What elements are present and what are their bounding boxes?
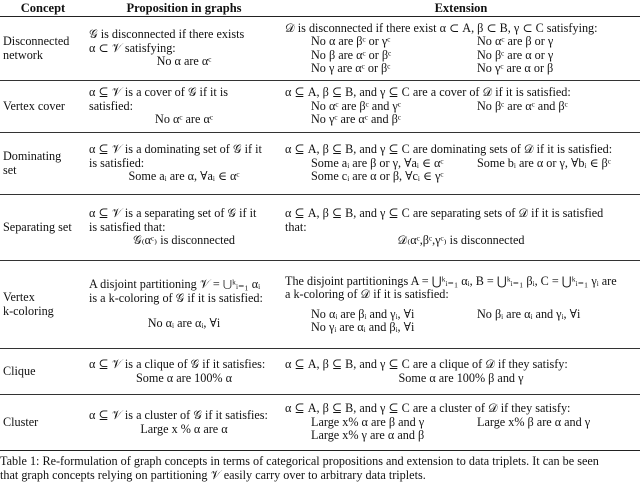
extension-statement: No γ are αᶜ or βᶜ xyxy=(311,61,391,75)
proposition-cell xyxy=(86,349,282,395)
extension-statement: Large x% α are β and γ xyxy=(311,414,425,429)
table-row xyxy=(0,349,640,395)
proposition-intro: α ⊆ 𝒱 is a dominating set of 𝒢 if it xyxy=(89,142,262,157)
proposition-statement: Some α are 100% α xyxy=(135,370,233,385)
proposition-intro: is a k-coloring of 𝒢 if it is satisfied: xyxy=(89,290,263,305)
extension-intro: a k-coloring of 𝒟 if it is satisfied: xyxy=(285,287,449,301)
extension-statement: Some cᵢ are α or β, ∀cᵢ ∈ γᶜ xyxy=(311,169,444,184)
extension-cell xyxy=(282,195,640,261)
extension-statement: No β are αᶜ or βᶜ xyxy=(311,47,392,62)
header-concept: Concept xyxy=(0,0,86,17)
proposition-intro: is satisfied that: xyxy=(89,219,166,234)
proposition-cell xyxy=(86,81,282,133)
extension-cell xyxy=(282,17,640,81)
proposition-statement: Some aᵢ are α, ∀aᵢ ∈ αᶜ xyxy=(128,169,240,184)
extension-cell xyxy=(282,261,640,349)
proposition-intro: A disjoint partitioning 𝒱 = ⋃ᵏᵢ₌₁ αᵢ xyxy=(89,277,261,292)
extension-statement: No αᶜ are βᶜ and γᶜ xyxy=(311,98,401,113)
extension-cell xyxy=(282,81,640,133)
proposition-statement: No αᶜ are αᶜ xyxy=(155,112,213,127)
header-extension: Extension xyxy=(282,0,640,17)
extension-intro: α ⊆ A, β ⊆ B, and γ ⊆ C are dominating sets of 𝒟 if it is satisfied: xyxy=(285,142,613,157)
extension-statements xyxy=(285,35,637,76)
extension-intro: α ⊆ A, β ⊆ B, and γ ⊆ C are a cover of 𝒟 if it is satisfied: xyxy=(285,85,571,100)
extension-cell xyxy=(282,133,640,195)
concept-label: Separating set xyxy=(3,219,72,234)
concept-cell xyxy=(0,133,86,195)
concept-cell xyxy=(0,395,86,451)
proposition-cell xyxy=(86,261,282,349)
extension-statement: Large x% β are α and γ xyxy=(477,414,591,429)
extension-statement: No αᵢ are βᵢ and γᵢ, ∀i xyxy=(311,306,415,321)
table-row xyxy=(0,81,640,133)
extension-statement: No γᶜ are αᶜ and βᶜ xyxy=(311,112,401,127)
extension-cell xyxy=(282,395,640,451)
extension-intro: α ⊆ A, β ⊆ B, and γ ⊆ C are a clique of 𝒟 if they satisfy: xyxy=(285,357,568,371)
proposition-intro: α ⊆ 𝒱 is a separating set of 𝒢 if it xyxy=(89,206,257,221)
concept-label: Vertex cover xyxy=(3,98,65,113)
header-proposition: Proposition in graphs xyxy=(86,0,282,17)
extension-intro: α ⊆ A, β ⊆ B, and γ ⊆ C are a cluster of 𝒟 if they satisfy: xyxy=(285,401,571,416)
extension-statement: No γᵢ are αᵢ and βᵢ, ∀i xyxy=(311,320,415,334)
extension-cell xyxy=(282,349,640,395)
proposition-cell xyxy=(86,195,282,261)
proposition-intro: α ⊆ 𝒱 is a cover of 𝒢 if it is xyxy=(89,85,228,100)
concept-label: Cluster xyxy=(3,414,39,429)
concept-label: Dominating xyxy=(3,149,62,163)
table-caption xyxy=(0,454,640,482)
concept-label: Clique xyxy=(3,363,36,378)
extension-intro: α ⊆ A, β ⊆ B, and γ ⊆ C are separating sets of 𝒟 if it is satisfied xyxy=(285,206,604,221)
proposition-cell xyxy=(86,133,282,195)
proposition-cell xyxy=(86,395,282,451)
concept-cell xyxy=(0,261,86,349)
extension-statement: No βᵢ are αᵢ and γᵢ, ∀i xyxy=(477,306,581,321)
proposition-intro: α ⊆ 𝒱 is a cluster of 𝒢 if it satisfies: xyxy=(89,408,268,422)
extension-statement: No α are βᶜ or γᶜ xyxy=(311,34,391,48)
extension-intro: 𝒟 is disconnected if there exist α ⊂ A, β ⊂ B, γ ⊂ C satisfying: xyxy=(285,20,598,35)
extension-statement: 𝒟₍αᶜ,βᶜ,γᶜ₎ is disconnected xyxy=(397,233,525,248)
proposition-intro: is satisfied: xyxy=(89,155,145,170)
extension-statements xyxy=(285,416,637,443)
table-row xyxy=(0,395,640,451)
extension-statement: No βᶜ are α or γ xyxy=(477,47,554,62)
extension-statement: Some α are 100% β and γ xyxy=(398,370,524,385)
table-row xyxy=(0,261,640,349)
concept-label: network xyxy=(3,47,43,62)
concept-label: set xyxy=(3,162,17,177)
concept-cell xyxy=(0,81,86,133)
table-row xyxy=(0,195,640,261)
table-row xyxy=(0,17,640,81)
extension-intro: The disjoint partitionings A = ⋃ᵏᵢ₌₁ αᵢ, B = ⋃ᵏᵢ₌₁ βᵢ, C = ⋃ᵏᵢ₌₁ γᵢ are xyxy=(285,273,617,288)
proposition-cell xyxy=(86,17,282,81)
caption-line: Table 1: Re-formulation of graph concepts in terms of categorical propositions and extension to data triplets. It can be seen xyxy=(0,454,599,468)
concept-label: Disconnected xyxy=(3,34,70,48)
extension-statements xyxy=(285,308,637,335)
proposition-intro: α ⊂ 𝒱 satisfying: xyxy=(89,40,176,55)
extension-statement: Large x% γ are α and β xyxy=(311,428,425,443)
proposition-intro: satisfied: xyxy=(89,98,134,113)
extension-statements xyxy=(285,100,637,127)
concept-cell xyxy=(0,17,86,81)
concept-cell xyxy=(0,195,86,261)
proposition-statement: Large x % α are α xyxy=(140,421,228,436)
extension-intro: that: xyxy=(285,219,307,234)
extension-statement: No βᶜ are αᶜ and βᶜ xyxy=(477,98,568,113)
extension-statements xyxy=(285,157,637,184)
proposition-statement: No α are αᶜ xyxy=(156,54,212,69)
concept-label: k-coloring xyxy=(3,303,54,318)
extension-statement: No γᶜ are α or β xyxy=(477,61,554,75)
header-row xyxy=(0,0,640,17)
proposition-intro: α ⊆ 𝒱 is a clique of 𝒢 if it satisfies: xyxy=(89,357,266,371)
proposition-intro: 𝒢 is disconnected if there exists xyxy=(89,27,245,42)
proposition-statement: No αᵢ are αᵢ, ∀i xyxy=(147,316,221,331)
extension-statement: No αᶜ are β or γ xyxy=(477,34,554,48)
table-row xyxy=(0,133,640,195)
concept-label: Vertex xyxy=(3,290,35,304)
extension-statement: Some aᵢ are β or γ, ∀aᵢ ∈ αᶜ xyxy=(311,155,444,170)
concept-cell xyxy=(0,349,86,395)
caption-line: that graph concepts relying on partitioning 𝒱 easily carry over to arbitrary data triplets. xyxy=(0,468,426,482)
extension-statement: Some bᵢ are α or γ, ∀bᵢ ∈ βᶜ xyxy=(477,155,611,170)
proposition-statement: 𝒢₍αᶜ₎ is disconnected xyxy=(132,233,235,248)
